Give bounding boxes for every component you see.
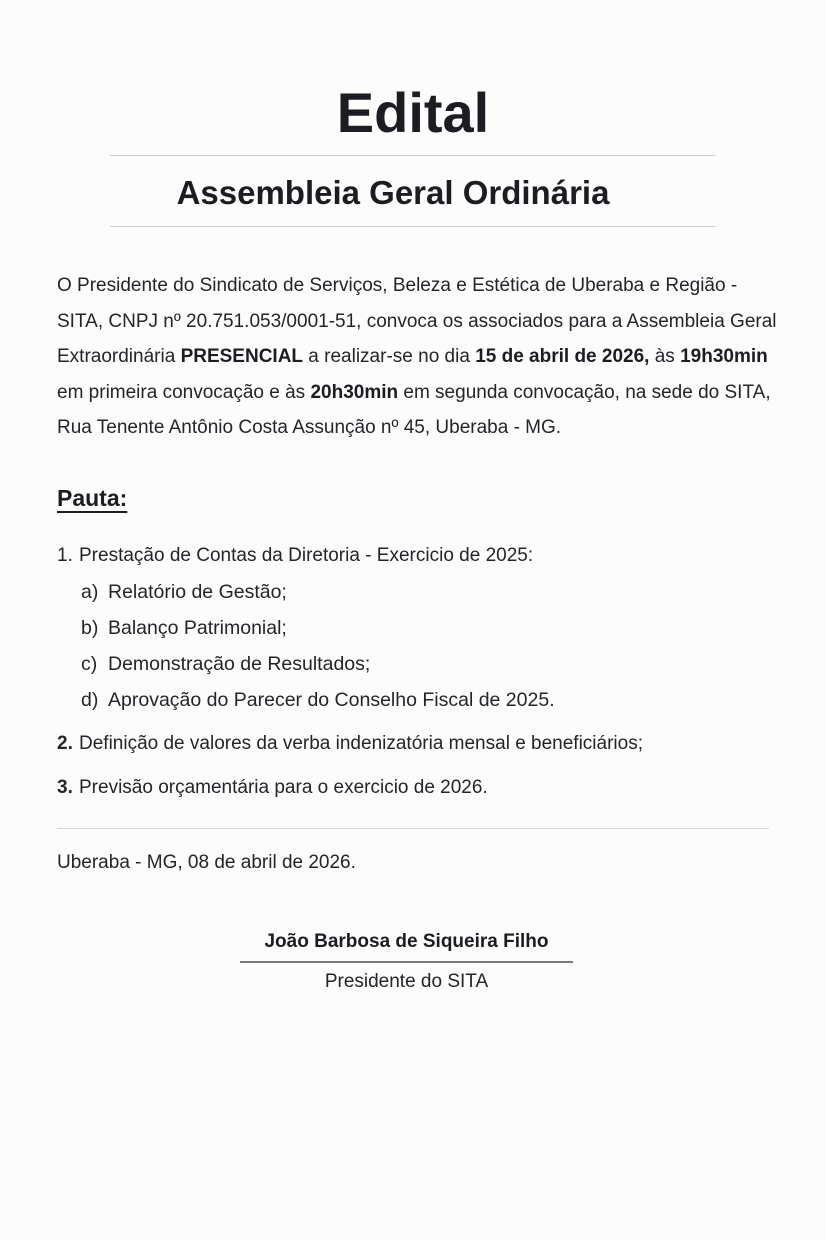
title-divider-bottom	[110, 226, 716, 227]
intro-text-5: em segunda convocação, na sede do SITA, Rua Tenente Antônio Costa Assunção nº 45, Uberaba - MG.	[57, 381, 771, 438]
subitem-text: Balanço Patrimonial;	[108, 617, 287, 639]
agenda-subitem-d	[57, 682, 777, 718]
signatory-name: João Barbosa de Siqueira Filho	[264, 931, 549, 952]
agenda-item-text: Previsão orçamentária para o exercicio de 2026.	[79, 777, 488, 798]
spacer	[57, 718, 777, 726]
second-call-time: 20h30min	[310, 381, 399, 403]
subitem-letter: a)	[81, 581, 99, 603]
agenda-item-number: 3.	[57, 777, 73, 798]
intro-text-4: em primeira convocação e às	[57, 381, 311, 403]
subitem-letter: c)	[81, 653, 98, 675]
signatory-role: Presidente do SITA	[324, 971, 489, 992]
document-title: Edital	[336, 81, 490, 144]
meeting-date: 15 de abril de 2026,	[475, 346, 650, 367]
subitem-letter: d)	[81, 689, 99, 711]
agenda-list	[57, 538, 777, 806]
document-subtitle: Assembleia Geral Ordinária	[176, 174, 610, 211]
subitem-letter: b)	[81, 617, 99, 639]
meeting-mode: PRESENCIAL	[180, 346, 304, 367]
agenda-subitem-b	[57, 610, 777, 646]
section-divider	[57, 828, 769, 829]
intro-text-3: às	[649, 346, 681, 367]
agenda-item-text: Prestação de Contas da Diretoria - Exercicio de 2025:	[79, 545, 534, 566]
agenda-item-3	[57, 770, 777, 806]
agenda-heading: Pauta:	[57, 485, 128, 511]
title-divider-top	[110, 155, 716, 156]
signature-line	[240, 961, 573, 963]
place-and-date: Uberaba - MG, 08 de abril de 2026.	[57, 852, 356, 873]
agenda-item-2	[57, 726, 777, 762]
agenda-subitem-a	[57, 574, 777, 610]
spacer	[57, 762, 777, 770]
intro-text-1: O Presidente do Sindicato de Serviços, Beleza e Estética de Uberaba e Região - SITA, CNPJ nº 20.751.053/0001-51, convoca os associados para a Assembleia Geral Extraordinária	[57, 275, 777, 367]
agenda-item-number: 2.	[57, 733, 73, 754]
agenda-item-1	[57, 538, 777, 574]
intro-paragraph	[57, 268, 777, 446]
agenda-subitem-c	[57, 646, 777, 682]
subitem-text: Aprovação do Parecer do Conselho Fiscal de 2025.	[108, 689, 555, 711]
subitem-text: Relatório de Gestão;	[108, 581, 287, 603]
subitem-text: Demonstração de Resultados;	[108, 653, 371, 675]
agenda-item-text: Definição de valores da verba indenizatória mensal e beneficiários;	[79, 733, 643, 754]
intro-text-2: a realizar-se no dia	[303, 346, 476, 367]
first-call-time: 19h30min	[680, 346, 768, 367]
agenda-item-number: 1.	[57, 545, 73, 566]
